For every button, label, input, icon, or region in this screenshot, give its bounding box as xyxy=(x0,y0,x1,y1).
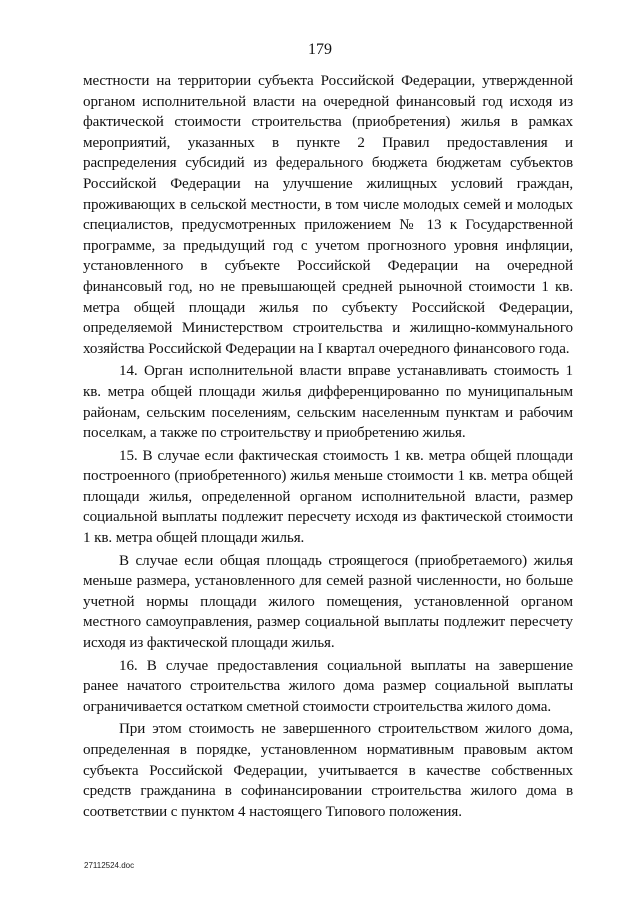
document-file-code: 27112524.doc xyxy=(84,861,135,870)
document-body xyxy=(83,71,573,824)
paragraph-continuation: местности на территории субъекта Российской Федерации, утвержденной органом исполнительной власти на очередной финансовый год исходя из фактической стоимости строительства (приобретения) жилья в рамках мероприятий, указанных в пункте 2 Правил предоставления и распределения субсидий из федерального бюджета бюджетам субъектов Российской Федерации на улучшение жилищных условий граждан, проживающих в сельской местности, в том числе молодых семей и молодых специалистов, предусмотренных приложением № 13 к Государственной программе, за предыдущий год с учетом прогнозного уровня инфляции, установленного в субъекте Российской Федерации на очередной финансовый год, но не превышающей средней рыночной стоимости 1 кв. метра общей площади жилья по субъекту Российской Федерации, определяемой Министерством строительства и жилищно-коммунального хозяйства Российской Федерации на I квартал очередного финансового года. xyxy=(83,73,573,357)
paragraph-clause-15: 15. В случае если фактическая стоимость 1 кв. метра общей площади построенного (приобретенного) жилья меньше стоимости 1 кв. метра общей площади жилья, определенной органом исполнительной власти, размер социальной выплаты подлежит пересчету исходя из фактической стоимости 1 кв. метра общей площади жилья. xyxy=(83,447,573,547)
paragraph-clause-14: 14. Орган исполнительной власти вправе устанавливать стоимость 1 кв. метра общей площади жилья дифференцированно по муниципальным районам, сельским поселениям, сельским населенным пунктам и рабочим поселкам, а также по строительству и приобретению жилья. xyxy=(83,363,573,442)
paragraph-clause-16-cost: При этом стоимость не завершенного строительством жилого дома, определенная в порядке, установленном нормативным правовым актом субъекта Российской Федерации, учитывается в качестве собственных средств гражданина в софинансировании строительства жилого дома в соответствии с пунктом 4 настоящего Типового положения. xyxy=(83,721,573,820)
page-number: 179 xyxy=(308,41,332,58)
paragraph-clause-16: 16. В случае предоставления социальной выплаты на завершение ранее начатого строительства жилого дома размер социальной выплаты ограничивается остатком сметной стоимости строительства жилого дома. xyxy=(83,657,573,715)
paragraph-clause-15-area: В случае если общая площадь строящегося (приобретаемого) жилья меньше размера, установленного для семей разной численности, но больше учетной нормы площади жилого помещения, установленной органом местного самоуправления, размер социальной выплаты подлежит пересчету исходя из фактической площади жилья. xyxy=(83,552,573,652)
